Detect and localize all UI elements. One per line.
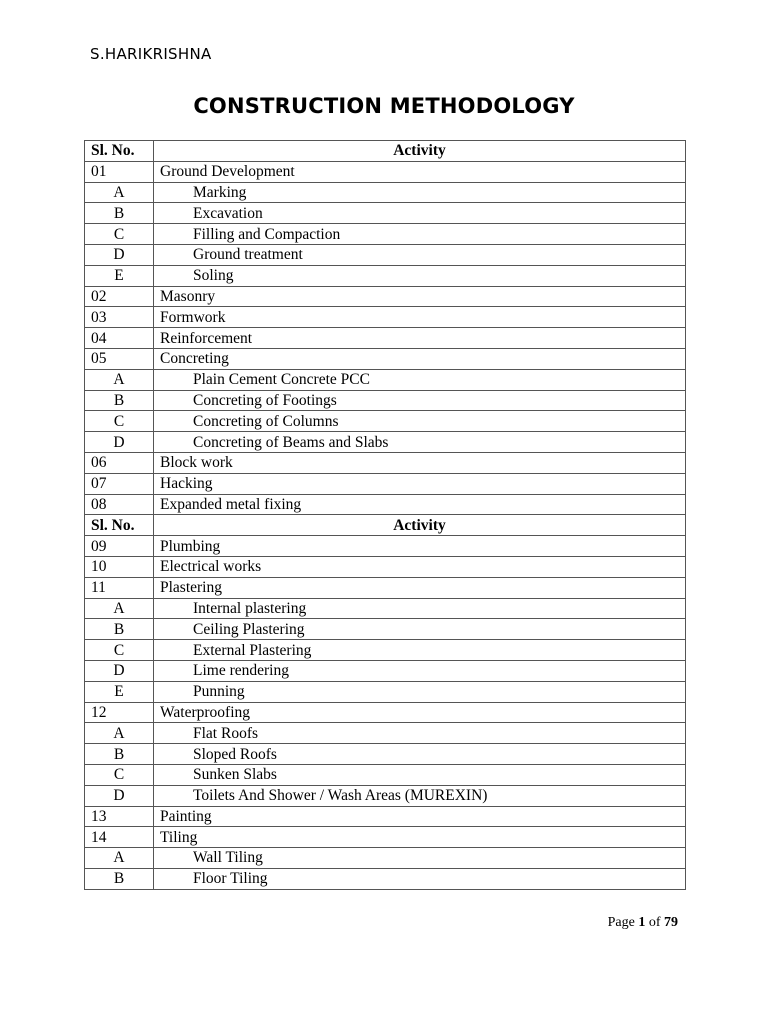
sl-no-cell: B xyxy=(85,619,154,640)
sl-no-cell: C xyxy=(85,411,154,432)
activity-cell: Excavation xyxy=(154,203,686,224)
sl-no-cell: E xyxy=(85,681,154,702)
table-row xyxy=(85,827,686,848)
sl-no-cell: A xyxy=(85,369,154,390)
sl-no-cell: A xyxy=(85,598,154,619)
sl-no-cell: A xyxy=(85,848,154,869)
sl-no-cell: 09 xyxy=(85,536,154,557)
table-row xyxy=(85,660,686,681)
table-row xyxy=(85,161,686,182)
activity-cell: Flat Roofs xyxy=(154,723,686,744)
sl-no-cell: 03 xyxy=(85,307,154,328)
sl-no-cell: D xyxy=(85,244,154,265)
sl-no-cell: B xyxy=(85,390,154,411)
table-row xyxy=(85,598,686,619)
activity-cell: Formwork xyxy=(154,307,686,328)
activity-cell: Painting xyxy=(154,806,686,827)
table-row xyxy=(85,640,686,661)
sl-no-cell: A xyxy=(85,182,154,203)
sl-no-cell: D xyxy=(85,785,154,806)
table-row xyxy=(85,536,686,557)
of-label: of xyxy=(648,915,661,930)
table-row xyxy=(85,806,686,827)
activity-cell: Concreting of Columns xyxy=(154,411,686,432)
table-row xyxy=(85,556,686,577)
sl-no-cell: 01 xyxy=(85,161,154,182)
sl-no-cell: B xyxy=(85,203,154,224)
activity-cell: Hacking xyxy=(154,473,686,494)
table-row xyxy=(85,203,686,224)
table-row xyxy=(85,244,686,265)
sl-no-cell: 06 xyxy=(85,452,154,473)
activity-cell: Sunken Slabs xyxy=(154,764,686,785)
sl-no-cell: C xyxy=(85,224,154,245)
total-page-count: 79 xyxy=(664,915,678,930)
table-row xyxy=(85,411,686,432)
table-row xyxy=(85,785,686,806)
table-row xyxy=(85,577,686,598)
author-name: S.HARIKRISHNA xyxy=(90,45,212,63)
column-header-sl-no: Sl. No. xyxy=(85,141,154,162)
activity-cell: Ground Development xyxy=(154,161,686,182)
activity-cell: Soling xyxy=(154,265,686,286)
table-row xyxy=(85,702,686,723)
sl-no-cell: 11 xyxy=(85,577,154,598)
activity-cell: Expanded metal fixing xyxy=(154,494,686,515)
current-page-number: 1 xyxy=(638,915,646,930)
activity-cell: Concreting of Beams and Slabs xyxy=(154,432,686,453)
sl-no-cell: C xyxy=(85,640,154,661)
sl-no-cell: 02 xyxy=(85,286,154,307)
activity-cell: Plumbing xyxy=(154,536,686,557)
table-row xyxy=(85,494,686,515)
table-row xyxy=(85,286,686,307)
sl-no-cell: C xyxy=(85,764,154,785)
activity-cell: Concreting of Footings xyxy=(154,390,686,411)
activity-cell: Plastering xyxy=(154,577,686,598)
activity-cell: Waterproofing xyxy=(154,702,686,723)
table-row xyxy=(85,764,686,785)
activity-cell: Toilets And Shower / Wash Areas (MUREXIN) xyxy=(154,785,686,806)
activity-cell: Plain Cement Concrete PCC xyxy=(154,369,686,390)
page-label: Page xyxy=(607,915,635,930)
activity-cell: Floor Tiling xyxy=(154,868,686,889)
sl-no-cell: 08 xyxy=(85,494,154,515)
document-title: CONSTRUCTION METHODOLOGY xyxy=(193,94,575,118)
table-row xyxy=(85,348,686,369)
activity-cell: Masonry xyxy=(154,286,686,307)
activity-cell: Electrical works xyxy=(154,556,686,577)
sl-no-cell: A xyxy=(85,723,154,744)
activity-cell: Concreting xyxy=(154,348,686,369)
table-row xyxy=(85,265,686,286)
sl-no-cell: 13 xyxy=(85,806,154,827)
table-row xyxy=(85,369,686,390)
table-row xyxy=(85,182,686,203)
activity-cell: Tiling xyxy=(154,827,686,848)
table-row xyxy=(85,744,686,765)
table-row xyxy=(85,390,686,411)
table-row xyxy=(85,224,686,245)
table-row xyxy=(85,848,686,869)
table-row xyxy=(85,473,686,494)
table-row xyxy=(85,452,686,473)
table-row xyxy=(85,681,686,702)
column-header-activity: Activity xyxy=(154,515,686,536)
activity-cell: Sloped Roofs xyxy=(154,744,686,765)
activity-cell: Marking xyxy=(154,182,686,203)
sl-no-cell: 10 xyxy=(85,556,154,577)
table-row xyxy=(85,432,686,453)
activity-cell: Internal plastering xyxy=(154,598,686,619)
sl-no-cell: 04 xyxy=(85,328,154,349)
activity-table xyxy=(84,140,686,890)
page-number-footer xyxy=(608,915,678,931)
activity-table-body xyxy=(85,141,686,890)
table-header-row xyxy=(85,515,686,536)
activity-cell: Punning xyxy=(154,681,686,702)
sl-no-cell: B xyxy=(85,744,154,765)
activity-cell: External Plastering xyxy=(154,640,686,661)
activity-cell: Filling and Compaction xyxy=(154,224,686,245)
table-row xyxy=(85,619,686,640)
activity-cell: Ground treatment xyxy=(154,244,686,265)
column-header-sl-no: Sl. No. xyxy=(85,515,154,536)
sl-no-cell: 05 xyxy=(85,348,154,369)
table-row xyxy=(85,328,686,349)
table-row xyxy=(85,723,686,744)
sl-no-cell: D xyxy=(85,660,154,681)
sl-no-cell: 14 xyxy=(85,827,154,848)
sl-no-cell: 12 xyxy=(85,702,154,723)
sl-no-cell: E xyxy=(85,265,154,286)
activity-cell: Wall Tiling xyxy=(154,848,686,869)
table-row xyxy=(85,307,686,328)
column-header-activity: Activity xyxy=(154,141,686,162)
activity-cell: Reinforcement xyxy=(154,328,686,349)
activity-cell: Block work xyxy=(154,452,686,473)
sl-no-cell: 07 xyxy=(85,473,154,494)
activity-cell: Lime rendering xyxy=(154,660,686,681)
sl-no-cell: D xyxy=(85,432,154,453)
table-header-row xyxy=(85,141,686,162)
sl-no-cell: B xyxy=(85,868,154,889)
activity-cell: Ceiling Plastering xyxy=(154,619,686,640)
table-row xyxy=(85,868,686,889)
